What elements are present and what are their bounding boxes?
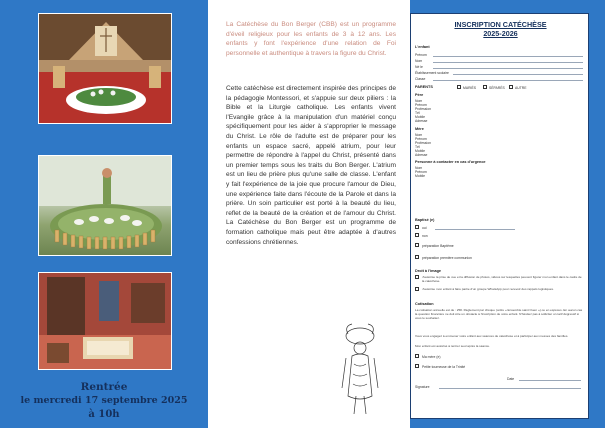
- father-label: Père: [415, 93, 424, 97]
- child-class-line[interactable]: [433, 80, 583, 81]
- baptism-date-line[interactable]: [435, 229, 515, 230]
- mother-field-profession: Profession: [415, 141, 432, 145]
- rentree-title: Rentrée: [80, 381, 128, 393]
- child-field-firstname: Prénom: [415, 53, 427, 57]
- baptism-no-checkbox[interactable]: [415, 233, 419, 237]
- other-checkbox[interactable]: [509, 85, 513, 89]
- child-field-lastname: Nom: [415, 59, 423, 63]
- date-line[interactable]: [519, 380, 581, 381]
- image-rights-label: Droit à l'image: [415, 269, 442, 273]
- mother-field-address: Adresse: [415, 153, 428, 157]
- baptism-no-label: non: [422, 234, 428, 238]
- signature-label: Signature: [415, 385, 430, 389]
- other-label: AUTRE: [515, 86, 527, 90]
- mother-field-name: Nom: [415, 133, 423, 137]
- father-field-phone: Tél: [415, 111, 420, 115]
- date-label: Date: [507, 377, 515, 381]
- child-field-school: Établissement scolaire: [415, 71, 449, 75]
- rentree-time: à 10h: [88, 409, 120, 420]
- chapel-illustration: [39, 14, 172, 124]
- prep-communion-label: préparation première communion: [422, 256, 472, 260]
- pickup-option1-checkbox[interactable]: [415, 354, 419, 358]
- married-label: MARIÉS: [463, 86, 476, 90]
- prep-baptism-checkbox[interactable]: [415, 243, 419, 247]
- child-section-label: L'enfant: [415, 45, 430, 49]
- mother-field-firstname: Prénom: [415, 137, 427, 141]
- baptism-label: Baptisé (e): [415, 218, 435, 222]
- signature-line[interactable]: [439, 388, 581, 389]
- mother-label: Mère: [415, 127, 424, 131]
- form-title-line1: INSCRIPTION CATÉCHÈSE: [454, 20, 547, 29]
- parents-label: PARENTS: [415, 85, 433, 89]
- pickup-label: Mon enfant est autorisé à rentrer seul après la séance.: [415, 344, 490, 348]
- father-field-firstname: Prénom: [415, 103, 427, 107]
- child-school-line[interactable]: [453, 74, 583, 75]
- rights-photo-text: J'autorise la prise de vue et la diffusion de photos, vidéos sur lesquelles peuvent figurer mon enfant dans le cadre de la catéchèse.: [422, 275, 582, 284]
- father-field-mobile: Mobile: [415, 115, 425, 119]
- left-panel: [0, 0, 208, 428]
- cotisation-text: La cotisation annuelle est de : 25€. Règlement par chèque (ordre « Ensemble saint Ouen ») ou en espèces. En aucun cas la question financière ne doit être un obstacle à l'inscription de votre enfant. N'hésitez pas à solliciter un tarif dégressif si vous le souhaitez.: [415, 308, 583, 321]
- separated-checkbox[interactable]: [483, 85, 487, 89]
- child-field-birth: Né le: [415, 65, 423, 69]
- rights-whatsapp-text: J'autorise mon enfant à faire partie d'un groupe WhatsApp pour recevoir des rappels logistiques.: [422, 287, 554, 291]
- cotisation-label: Cotisation: [415, 302, 434, 306]
- form-title-line2: 2025-2026: [483, 29, 518, 38]
- mother-field-mobile: Mobile: [415, 149, 425, 153]
- child-firstname-line[interactable]: [433, 56, 583, 57]
- sheepfold-photo: [38, 155, 172, 256]
- body-paragraph: Cette catéchèse est directement inspirée des principes de la pédagogie Montessori, et s'appuie sur deux piliers : la Bible et la Liturgie catholique. Les enfants vivent l'Evangile grâce à la manipulation d'un matériel conçu spécifiquement pour les aider à s'approprier le message du Christ. Le rôle de l'adulte est de préparer pour les enfants un espace sacré, appelé atrium, pour leur permettre de répondre à l'appel du Christ, présenté dans un premier temps sous les traits du Bon Berger. L'atrium est un lieu de prière plus qu'une salle de classe. L'enfant y fait l'expérience de la joie que procure l'amour de Dieu, une expérience faite dans l'écoute de la Parole et dans la prière. Un soin particulier est porté à la beauté du lieu, reflet de la beauté de la création et de l'amour du Christ. La Catéchèse du Bon Berger est un programme de formation catholique mais peut être adaptée à d'autres confessions chrétiennes.: [226, 85, 396, 246]
- rights-photo-checkbox[interactable]: [415, 275, 419, 279]
- child-field-class: Classe: [415, 77, 426, 81]
- atrium-photo: [38, 272, 172, 370]
- father-field-name: Nom: [415, 99, 423, 103]
- child-lastname-line[interactable]: [433, 62, 583, 63]
- good-shepherd-sketch: [338, 318, 382, 418]
- pickup-option2-label: Petite tourneuse de la Trinité: [422, 365, 466, 369]
- baptism-yes-label: oui: [422, 226, 427, 230]
- middle-column: [208, 0, 410, 428]
- father-field-profession: Profession: [415, 107, 432, 111]
- prep-communion-checkbox[interactable]: [415, 255, 419, 259]
- registration-form: [410, 13, 589, 419]
- pickup-option1-label: Ma mère (e): [422, 355, 441, 359]
- baptism-yes-checkbox[interactable]: [415, 225, 419, 229]
- commitment-text: Vous vous engagez à emmener votre enfant aux séances de catéchèse et à participer aux messes des familles.: [415, 334, 569, 338]
- intro-paragraph: La Catéchèse du Bon Berger (CBB) est un programme d'éveil religieux pour les enfants de 3 à 12 ans. Les enfants y font l'expérience d'une relation de Foi personnelle et authentique à travers la figure du Christ.: [226, 21, 396, 57]
- child-birth-line[interactable]: [433, 68, 583, 69]
- mother-field-phone: Tél: [415, 145, 420, 149]
- emergency-label: Personne à contacter en cas d'urgence: [415, 160, 486, 164]
- rentree-date: le mercredi 17 septembre 2025: [20, 395, 188, 406]
- married-checkbox[interactable]: [457, 85, 461, 89]
- chapel-photo: [38, 13, 172, 124]
- form-title: [411, 20, 590, 38]
- emergency-field-mobile: Mobile: [415, 174, 425, 178]
- father-field-address: Adresse: [415, 119, 428, 123]
- sheepfold-illustration: [39, 156, 172, 256]
- emergency-field-name: Nom: [415, 166, 423, 170]
- emergency-field-firstname: Prénom: [415, 170, 427, 174]
- atrium-illustration: [39, 273, 172, 370]
- pickup-option2-checkbox[interactable]: [415, 364, 419, 368]
- rights-whatsapp-checkbox[interactable]: [415, 287, 419, 291]
- prep-baptism-label: préparation Baptême: [422, 244, 454, 248]
- separated-label: SÉPARÉS: [489, 86, 505, 90]
